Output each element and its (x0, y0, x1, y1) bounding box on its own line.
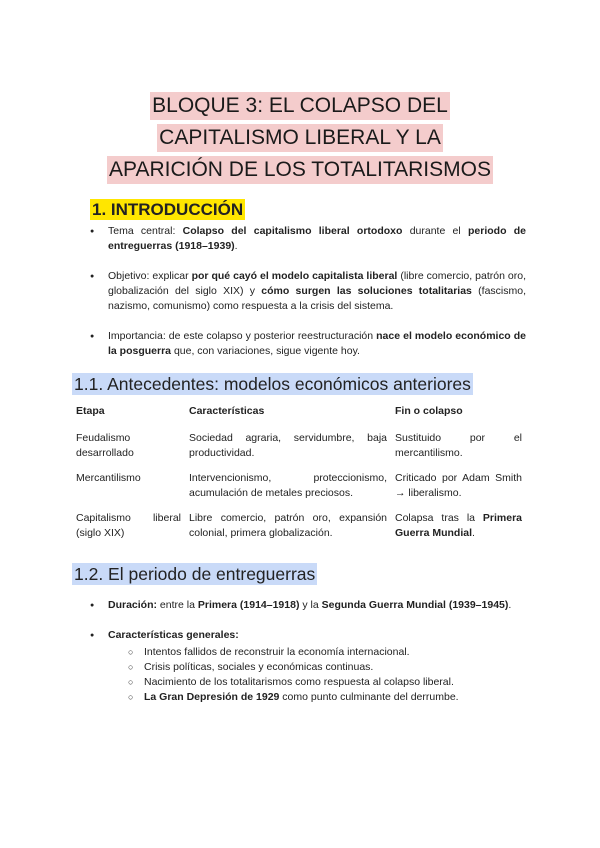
list-item: ● Características generales: ○ Intentos fallidos de reconstruir la economía internacional. ○ Crisis políticas, sociales y económicas continuas. ○ Nacimiento de los totalitarismos como respuesta al colapso liberal. ○ La Gran Depresión de 1929 como punto culminante del derrumbe. (90, 628, 526, 705)
list-item: ● Tema central: Colapso del capitalismo liberal ortodoxo durante el periodo de entreguerras (1918–1939). (90, 224, 526, 254)
table-row (72, 471, 526, 511)
list-item: ● Importancia: de este colapso y posterior reestructuración nace el modelo económico de la posguerra que, con variaciones, sigue vigente hoy. (90, 329, 526, 359)
column-header-etapa: Etapa (76, 405, 105, 417)
table-cell: Sustituido por el mercantilismo. (395, 432, 522, 459)
table-cell: Sociedad agraria, servidumbre, baja productividad. (189, 432, 387, 459)
table-cell: Capitalismo liberal (siglo XIX) (76, 512, 181, 539)
document-title (0, 90, 600, 186)
sub-list-item: ○ Intentos fallidos de reconstruir la economía internacional. (108, 645, 526, 660)
section-1-2-bullets (90, 598, 526, 720)
intro-bullets (90, 224, 526, 374)
table-cell: Mercantilismo (76, 472, 141, 484)
list-item: ● Duración: entre la Primera (1914–1918) y la Segunda Guerra Mundial (1939–1945). (90, 598, 526, 613)
sub-list-item: ○ La Gran Depresión de 1929 como punto culminante del derrumbe. (108, 690, 526, 705)
list-item: ● Objetivo: explicar por qué cayó el modelo capitalista liberal (libre comercio, patrón oro, globalización del siglo XIX) y cómo surgen las soluciones totalitarias (fascismo, nazismo, comunismo) como respuesta a la crisis del sistema. (90, 269, 526, 314)
sub-list-item: ○ Nacimiento de los totalitarismos como respuesta al colapso liberal. (108, 675, 526, 690)
sub-list-item: ○ Crisis políticas, sociales y económicas continuas. (108, 660, 526, 675)
table-row (72, 511, 526, 551)
title-line-3: APARICIÓN DE LOS TOTALITARISMOS (107, 156, 493, 184)
table-cell: Intervencionismo, proteccionismo, acumulación de metales preciosos. (189, 472, 387, 499)
column-header-fin: Fin o colapso (395, 405, 463, 417)
table-header-row (72, 404, 526, 431)
section-1-2-heading: 1.2. El periodo de entreguerras (74, 564, 316, 584)
table-cell: Criticado por Adam Smith → liberalismo. (395, 472, 522, 499)
section-1-1-heading: 1.1. Antecedentes: modelos económicos anteriores (74, 374, 471, 394)
sub-list (108, 645, 526, 705)
intro-heading: 1. INTRODUCCIÓN (92, 200, 244, 219)
title-line-2: CAPITALISMO LIBERAL Y LA (157, 124, 443, 152)
title-line-1: BLOQUE 3: EL COLAPSO DEL (150, 92, 450, 120)
table-cell: Libre comercio, patrón oro, expansión colonial, primera globalización. (189, 512, 387, 539)
models-table (72, 404, 526, 551)
table-row (72, 431, 526, 471)
table-cell: Feudalismo desarrollado (76, 432, 134, 459)
column-header-caracteristicas: Características (189, 405, 265, 417)
table-cell: Colapsa tras la Primera Guerra Mundial. (395, 512, 522, 539)
